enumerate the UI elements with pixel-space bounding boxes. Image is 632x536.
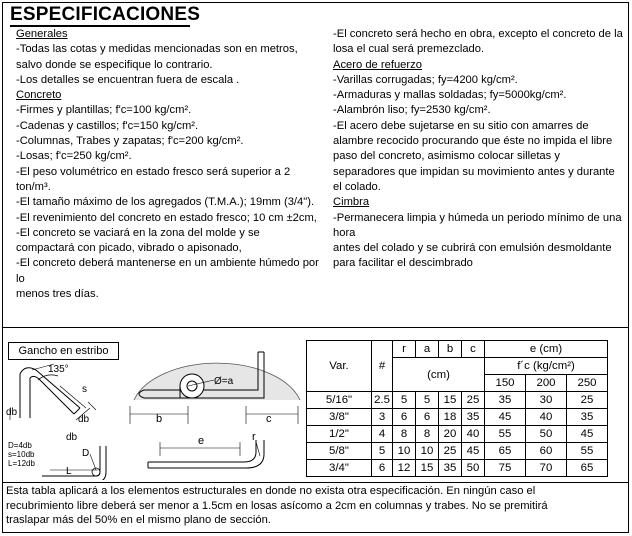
cell: 5	[372, 443, 393, 460]
cell: 30	[526, 392, 567, 409]
b-label: b	[156, 413, 163, 425]
D-label: D	[82, 448, 90, 459]
cell: 75	[485, 460, 526, 477]
generales-line: -Los detalles se encuentran fuera de escala .	[16, 73, 240, 86]
db-label-left: db	[6, 407, 18, 418]
footnote-line: traslapar más del 50% en el mismo plano de sección.	[6, 514, 271, 526]
cimbra-line: antes del colado y se cubrirá con emulsión desmoldante para facilitar el descimbrado	[333, 242, 612, 270]
concreto-line: -El revenimiento del concreto en estado fresco; 10 cm ±2cm,	[16, 211, 317, 224]
footnote	[6, 484, 624, 528]
cell: 5	[393, 392, 416, 409]
cell: 10	[416, 443, 439, 460]
fc-150: 150	[485, 375, 526, 392]
legend-line: D=4db	[8, 441, 32, 450]
num-header: #	[372, 341, 393, 392]
fc-200: 200	[526, 375, 567, 392]
footnote-divider	[2, 482, 629, 483]
rebar-table	[306, 340, 608, 477]
cell: 15	[416, 460, 439, 477]
cell: 35	[485, 392, 526, 409]
L-label: L	[66, 466, 72, 477]
table-row	[307, 409, 608, 426]
cell: 65	[485, 443, 526, 460]
cell: 15	[439, 392, 462, 409]
cell: 45	[462, 443, 485, 460]
cell: 8	[416, 426, 439, 443]
e-header: e (cm)	[485, 341, 608, 358]
hook-diagram	[4, 362, 122, 480]
right-column	[333, 27, 623, 272]
generales-heading: Generales	[16, 28, 68, 40]
cell: 5/16"	[307, 392, 372, 409]
cell: 5/8"	[307, 443, 372, 460]
cell: 40	[462, 426, 485, 443]
concreto-line: -El concreto será hecho en obra, excepto el concreto de la losa el cual será premezclado.	[333, 28, 623, 56]
concreto-line: menos tres días.	[16, 288, 99, 301]
cm-header: (cm)	[393, 358, 485, 392]
cell: 3/8"	[307, 409, 372, 426]
cell: 3	[372, 409, 393, 426]
concreto-line: -El peso volumétrico en estado fresco será superior a 2 ton/m³.	[16, 165, 291, 193]
left-column	[16, 27, 320, 302]
legend-line: L=12db	[8, 459, 35, 468]
cell: 55	[485, 426, 526, 443]
c-label: c	[266, 413, 272, 425]
cell: 25	[567, 392, 608, 409]
cimbra-heading: Cimbra	[333, 196, 370, 209]
table-row	[307, 426, 608, 443]
table-row	[307, 392, 608, 409]
cell: 25	[439, 443, 462, 460]
cell: 10	[393, 443, 416, 460]
fc-header: f´c (kg/cm²)	[485, 358, 608, 375]
gancho-label-box: Gancho en estribo	[8, 342, 119, 360]
cell: 50	[526, 426, 567, 443]
e-label: e	[198, 435, 205, 447]
cell: 45	[567, 426, 608, 443]
cell: 60	[526, 443, 567, 460]
page-title: ESPECIFICACIONES	[10, 4, 201, 25]
cell: 35	[439, 460, 462, 477]
cimbra-line: -Permanecera limpia y húmeda un periodo mínimo de una hora	[333, 211, 622, 239]
r-label: r	[252, 431, 256, 443]
concreto-line: -Losas; f'c=250 kg/cm².	[16, 150, 132, 163]
fc-250: 250	[567, 375, 608, 392]
bend-diagram	[124, 344, 304, 482]
footnote-line: recubrimiento libre deberá ser menor a 1.5cm en losas asícomo a 2cm en columnas y trabes. No se premitirá	[6, 499, 548, 512]
cell: 12	[393, 460, 416, 477]
cell: 55	[567, 443, 608, 460]
cell: 5	[416, 392, 439, 409]
cell: 25	[462, 392, 485, 409]
generales-line: -Todas las cotas y medidas mencionadas son en metros, salvo donde se especifique lo contrario.	[16, 43, 298, 71]
concreto-line: -Firmes y plantillas; f'c=100 kg/cm².	[16, 104, 192, 117]
cell: 40	[526, 409, 567, 426]
s-label: s	[82, 384, 87, 395]
concreto-line: -El tamaño máximo de los agregados (T.M.A.); 19mm (3/4").	[16, 196, 315, 209]
db-label-2: db	[66, 432, 78, 443]
cell: 3/4"	[307, 460, 372, 477]
cell: 6	[372, 460, 393, 477]
cell: 4	[372, 426, 393, 443]
acero-line: -El acero debe sujetarse en su sitio con amarres de alambre recocido procurando que éste no impida el libre paso del concreto, asimismo colocar silletas y separadores que impidan su movimiento antes y durante el colado.	[333, 119, 615, 193]
concreto-line: -El concreto deberá mantenerse en un ambiente húmedo por lo	[16, 257, 319, 285]
cell: 6	[393, 409, 416, 426]
footnote-line: Esta tabla aplicará a los elementos estructurales en donde no exista otra especificación. En ningún caso el	[6, 485, 536, 497]
legend-line: s=10db	[8, 450, 35, 459]
table-row	[307, 443, 608, 460]
cell: 6	[416, 409, 439, 426]
cell: 35	[462, 409, 485, 426]
acero-line: -Armaduras y mallas soldadas; fy=5000kg/cm².	[333, 89, 567, 102]
concreto-line: -Cadenas y castillos; f'c=150 kg/cm².	[16, 119, 199, 132]
col-c-header: c	[462, 341, 485, 358]
col-b-header: b	[439, 341, 462, 358]
cell: 2.5	[372, 392, 393, 409]
cell: 50	[462, 460, 485, 477]
col-r-header: r	[393, 341, 416, 358]
cell: 35	[567, 409, 608, 426]
cell: 18	[439, 409, 462, 426]
cell: 1/2"	[307, 426, 372, 443]
cell: 20	[439, 426, 462, 443]
cell: 65	[567, 460, 608, 477]
table-row	[307, 460, 608, 477]
acero-line: -Varillas corrugadas; fy=4200 kg/cm².	[333, 73, 518, 86]
concreto-heading: Concreto	[16, 89, 62, 102]
concreto-line: -Columnas, Trabes y zapatas; f'c=200 kg/cm².	[16, 135, 244, 148]
concreto-line: -El concreto se vaciará en la zona del molde y se compactará con picado, vibrado o apisonado,	[16, 226, 260, 255]
col-a-header: a	[416, 341, 439, 358]
diameter-label: Ø=a	[214, 376, 234, 387]
db-label-1: db	[78, 414, 90, 425]
section-divider	[2, 327, 629, 328]
var-header: Var.	[307, 341, 372, 392]
acero-line: -Alambrón liso; fy=2530 kg/cm².	[333, 104, 491, 117]
cell: 45	[485, 409, 526, 426]
angle-label: 135°	[48, 364, 69, 375]
cell: 8	[393, 426, 416, 443]
acero-heading: Acero de refuerzo	[333, 58, 422, 71]
cell: 70	[526, 460, 567, 477]
